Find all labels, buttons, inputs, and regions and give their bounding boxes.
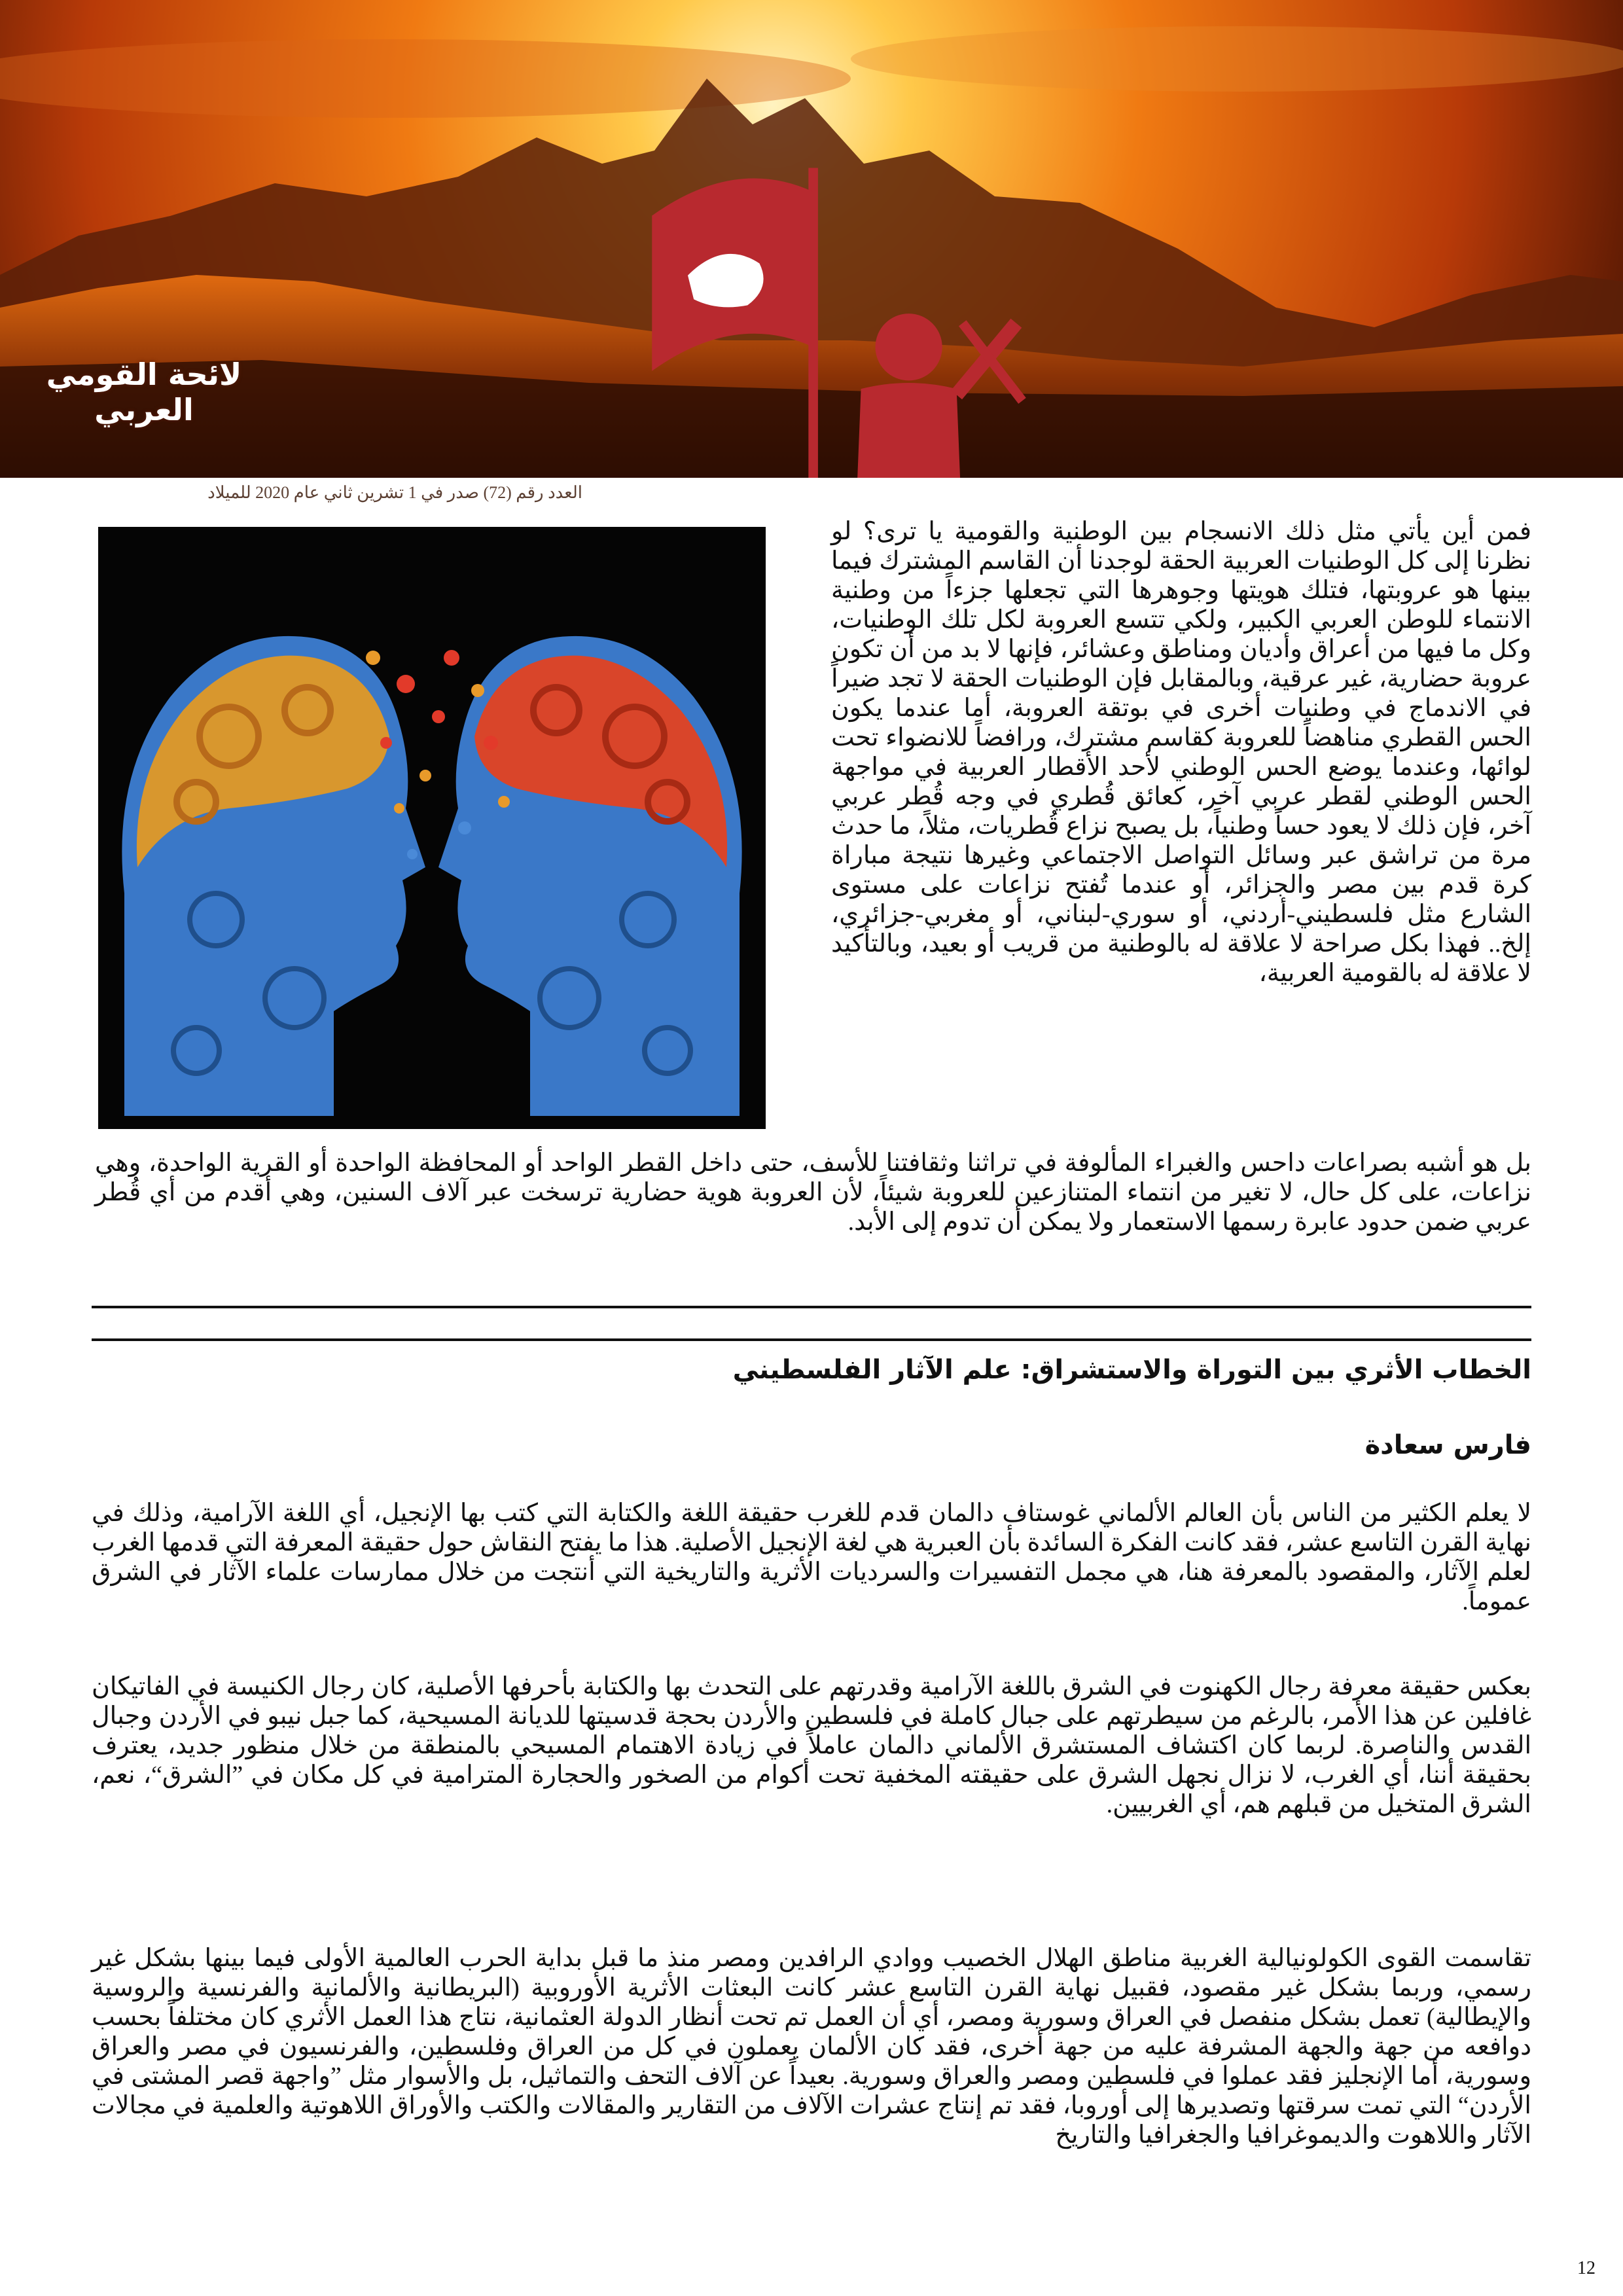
article-paragraph: بعكس حقيقة معرفة رجال الكهنوت في الشرق باللغة الآرامية وقدرتهم على التحدث بها والكتابة بأحرفها الأصلية، كان رجال الكنيسة في الفاتيكان غافلين عن هذا الأمر، بالرغم من سيطرتهم على جبال كاملة في فلسطين والأردن بحجة قدسيتها للديانة المسيحية، كما جبل نيبو في الأردن وجبال القدس والناصرة. لربما كان اكتشاف المستشرق الألماني دالمان عاملاً في زيادة الاهتمام المسيحي بالمنطقة من خلال منظور جديد، يعترف بحقيقة أننا، أي الغرب، لا نزال نجهل الشرق على حقيقته المخفية تحت أكوام من الصخور والحجارة المترامية في كل مكان في ”الشرق“، نعم، الشرق المتخيل من قبلهم هم، أي الغربيين. <box>92 1673 1531 1818</box>
page-number: 12 <box>1577 2258 1596 2278</box>
section-divider-top <box>92 1306 1531 1308</box>
article-paragraph: لا يعلم الكثير من الناس بأن العالم الألماني غوستاف دالمان قدم للغرب حقيقة اللغة والكتابة التي كتب بها الإنجيل، أي اللغة الآرامية، وذلك في نهاية القرن التاسع عشر، فقد كانت الفكرة السائدة بأن العبرية هي لغة الإنجيل الأصلية. هذا ما يفتح النقاش حول حقيقة المعرفة التي قدمها الغرب لعلم الآثار، والمقصود بالمعرفة هنا، هي مجمل التفسيرات والسرديات الأثرية والتاريخية التي أنتجت من خلال ممارسات علماء الآثار في الشرق عموماً. <box>91 1499 1531 1615</box>
article-title: الخطاب الأثري بين التوراة والاستشراق: علم الآثار الفلسطيني <box>732 1355 1531 1385</box>
logo-text: لائحة القومي العربي <box>46 357 242 427</box>
header-banner <box>0 0 1623 478</box>
gear-heads-illustration <box>98 527 766 1129</box>
intro-continuation-paragraph: بل هو أشبه بصراعات داحس والغبراء المألوفة في تراثنا وثقافتنا للأسف، حتى داخل القطر الواحد أو المحافظة الواحدة أو القرية الواحدة، وهي نزاعات، على كل حال، لا تغير من انتماء المتنازعين للعروبة شيئاً، لأن العروبة هوية حضارية ترسخت عبر آلاف السنين، وهي أقدم من أي قُطر عربي ضمن حدود عابرة رسمها الاستعمار ولا يمكن أن تدوم إلى الأبد. <box>95 1149 1531 1236</box>
intro-column <box>831 517 1531 988</box>
intro-paragraph: فمن أين يأتي مثل ذلك الانسجام بين الوطنية والقومية يا ترى؟ لو نظرنا إلى كل الوطنيات العربية الحقة لوجدنا أن القاسم المشترك فيما بينها هو عروبتها، فتلك هويتها وجوهرها التي تجعلها جزءاً من وطنية الانتماء للوطن العربي الكبير، ولكي تتسع العروبة لكل تلك الوطنيات، وكل ما فيها من أعراق وأديان ومناطق وعشائر، فإنها لا بد من أن تكون عروبة حضارية، غير عرقية، وبالمقابل فإن الوطنيات الحقة لا تجد ضيراً في الاندماج في وطنيات أخرى في بوتقة العروبة، أما عندما يكون الحس القطري مناهضاً للعروبة كقاسم مشترك، ورافضاً للانضواء تحت لوائها، وعندما يوضع الحس الوطني لأحد الأقطار العربية في مواجهة الحس الوطني لقطر عربي آخر، كعائق قُطري في وجه قُطر عربي آخر، فإن ذلك لا يعود حساً وطنياً، بل يصبح نزاع قُطريات، مثلاً، ما حدث مرة من تراشق عبر وسائل التواصل الاجتماعي وغيرها نتيجة مباراة كرة قدم بين مصر والجزائر، أو عندما تُفتح نزاعات على مستوى الشارع مثل فلسطيني-أردني، أو سوري-لبناني، أو مغربي-جزائري، إلخ.. فهذا بكل صراحة لا علاقة له بالوطنية من قريب أو بعيد، وبالتأكيد لا علاقة له بالقومية العربية، <box>831 518 1531 987</box>
article-paragraph: تقاسمت القوى الكولونيالية الغربية مناطق الهلال الخصيب ووادي الرافدين ومصر منذ ما قبل بداية الحرب العالمية الأولى فيما بينها بشكل غير رسمي، وربما بشكل غير مقصود، فقبيل نهاية القرن التاسع عشر كانت البعثات الأثرية الأوروبية (البريطانية والألمانية والفرنسية والروسية والإيطالية) تعمل بشكل منفصل في العراق وسورية ومصر، أي أن العمل تم تحت أنظار الدولة العثمانية، نتاج هذا العمل الأثري كان مختلفاً بحسب دوافعه من جهة والجهة المشرفة عليه من جهة أخرى، فقد كان الألمان يعملون في كل من العراق وفلسطين، والفرنسيون في مصر والعراق وسورية، أما الإنجليز فقد عملوا في فلسطين ومصر والعراق وسورية. بعيداً عن آلاف التحف والتماثيل، بل والأسوار مثل ”واجهة قصر المشتى في الأردن“ التي تمت سرقتها وتصديرها إلى أوروبا، فقد تم إنتاج عشرات الآلاف من التقارير والمقالات والكتب والأوراق اللاهوتية والعلمية في مجالات الآثار واللاهوت والديموغرافيا والجغرافيا والتاريخ <box>92 1945 1531 2149</box>
arab-nationalist-logo-icon <box>20 144 1623 478</box>
issue-line: العدد رقم (72) صدر في 1 تشرين ثاني عام 2020 للميلاد <box>207 483 582 502</box>
article-author: فارس سعادة <box>1364 1430 1531 1460</box>
section-divider-bottom <box>92 1338 1531 1341</box>
